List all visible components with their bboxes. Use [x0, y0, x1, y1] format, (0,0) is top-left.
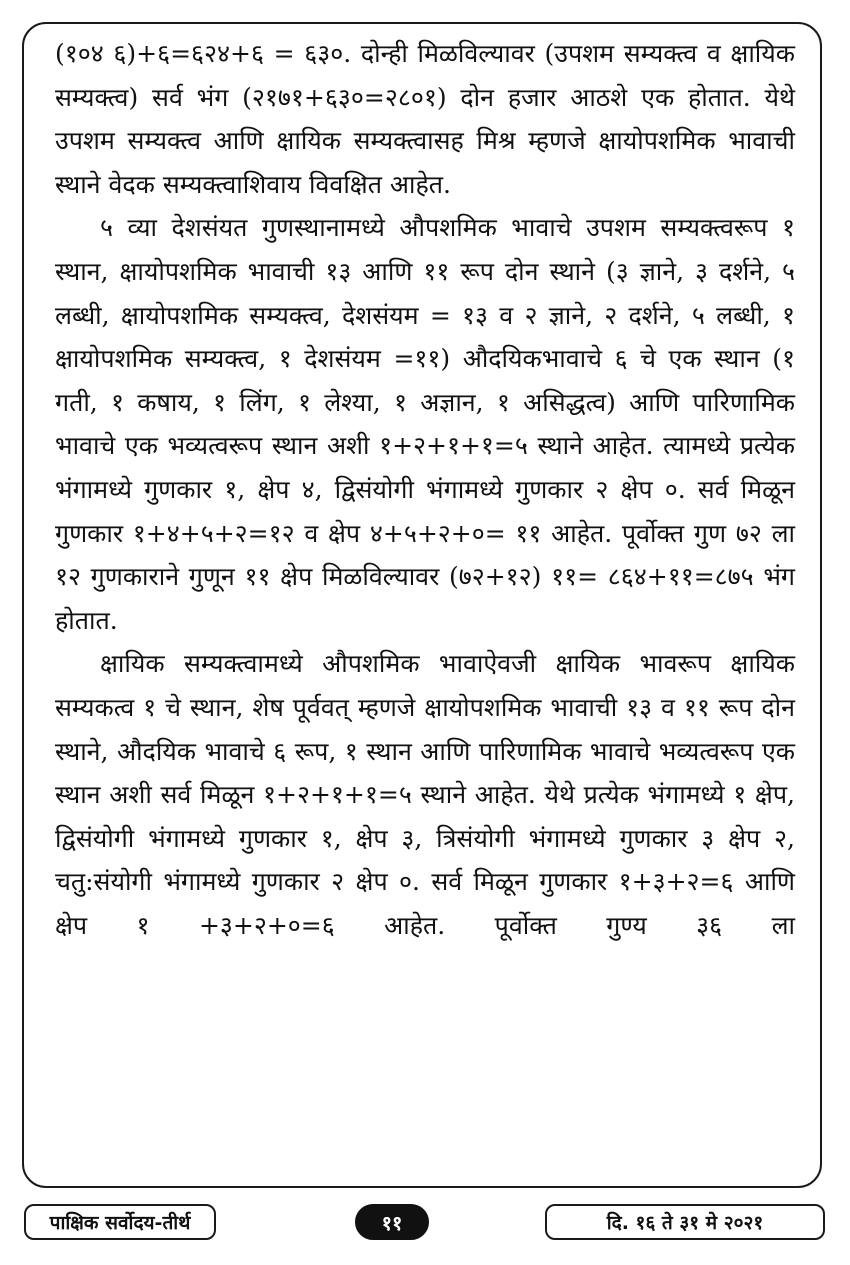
page-number: ११ [355, 1204, 429, 1240]
publication-name: पाक्षिक सर्वोदय-तीर्थ [24, 1204, 216, 1240]
paragraph-2: ५ व्या देशसंयत गुणस्थानामध्ये औपशमिक भावाचे उपशम सम्यक्त्वरूप १ स्थान, क्षायोपशमिक भावाची १३ आणि ११ रूप दोन स्थाने (३ ज्ञाने, ३ दर्शने, ५ लब्धी, क्षायोपशमिक सम्यक्त्व, देशसंयम = १३ व २ ज्ञाने, २ दर्शने, ५ लब्धी, १ क्षायोपशमिक सम्यक्त्व, १ देशसंयम =११) औदयिकभावाचे ६ चे एक स्थान (१ गती, १ कषाय, १ लिंग, १ लेश्या, १ अज्ञान, १ असिद्धत्व) आणि पारिणामिक भावाचे एक भव्यत्वरूप स्थान अशी १+२+१+१=५ स्थाने आहेत. त्यामध्ये प्रत्येक भंगामध्ये गुणकार १, क्षेप ४, द्विसंयोगी भंगामध्ये गुणकार २ क्षेप ०. सर्व मिळून गुणकार १+४+५+२=१२ व क्षेप ४+५+२+०= ११ आहेत. पूर्वोक्त गुण ७२ ला १२ गुणकाराने गुणून ११ क्षेप मिळविल्यावर (७२+१२) ११= ८६४+११=८७५ भंग होतात. [55, 213, 795, 635]
article-body [55, 32, 795, 947]
page-footer [0, 1204, 850, 1244]
paragraph-3: क्षायिक सम्यक्त्वामध्ये औपशमिक भावाऐवजी क्षायिक भावरूप क्षायिक सम्यकत्व १ चे स्थान, शेष पूर्ववत् म्हणजे क्षायोपशमिक भावाची १३ व ११ रूप दोन स्थाने, औदयिक भावाचे ६ रूप, १ स्थान आणि पारिणामिक भावाचे भव्यत्वरूप एक स्थान अशी सर्व मिळून १+२+१+१=५ स्थाने आहेत. येथे प्रत्येक भंगामध्ये १ क्षेप, द्विसंयोगी भंगामध्ये गुणकार १, क्षेप ३, त्रिसंयोगी भंगामध्ये गुणकार ३ क्षेप २, चतु:संयोगी भंगामध्ये गुणकार २ क्षेप ०. सर्व मिळून गुणकार १+३+२=६ आणि क्षेप १ +३+२+०=६ आहेत. पूर्वोक्त गुण्य ३६ ला [55, 649, 795, 940]
paragraph-1: (१०४ ६)+६=६२४+६ = ६३०. दोन्ही मिळविल्यावर (उपशम सम्यक्त्व व क्षायिक सम्यक्त्व) सर्व भंग (२१७१+६३०=२८०१) दोन हजार आठशे एक होतात. येथे उपशम सम्यक्त्व आणि क्षायिक सम्यक्त्वासह मिश्र म्हणजे क्षायोपशमिक भावाची स्थाने वेदक सम्यक्त्वाशिवाय विवक्षित आहेत. [55, 39, 795, 199]
issue-date: दि. १६ ते ३१ मे २०२१ [545, 1204, 825, 1240]
